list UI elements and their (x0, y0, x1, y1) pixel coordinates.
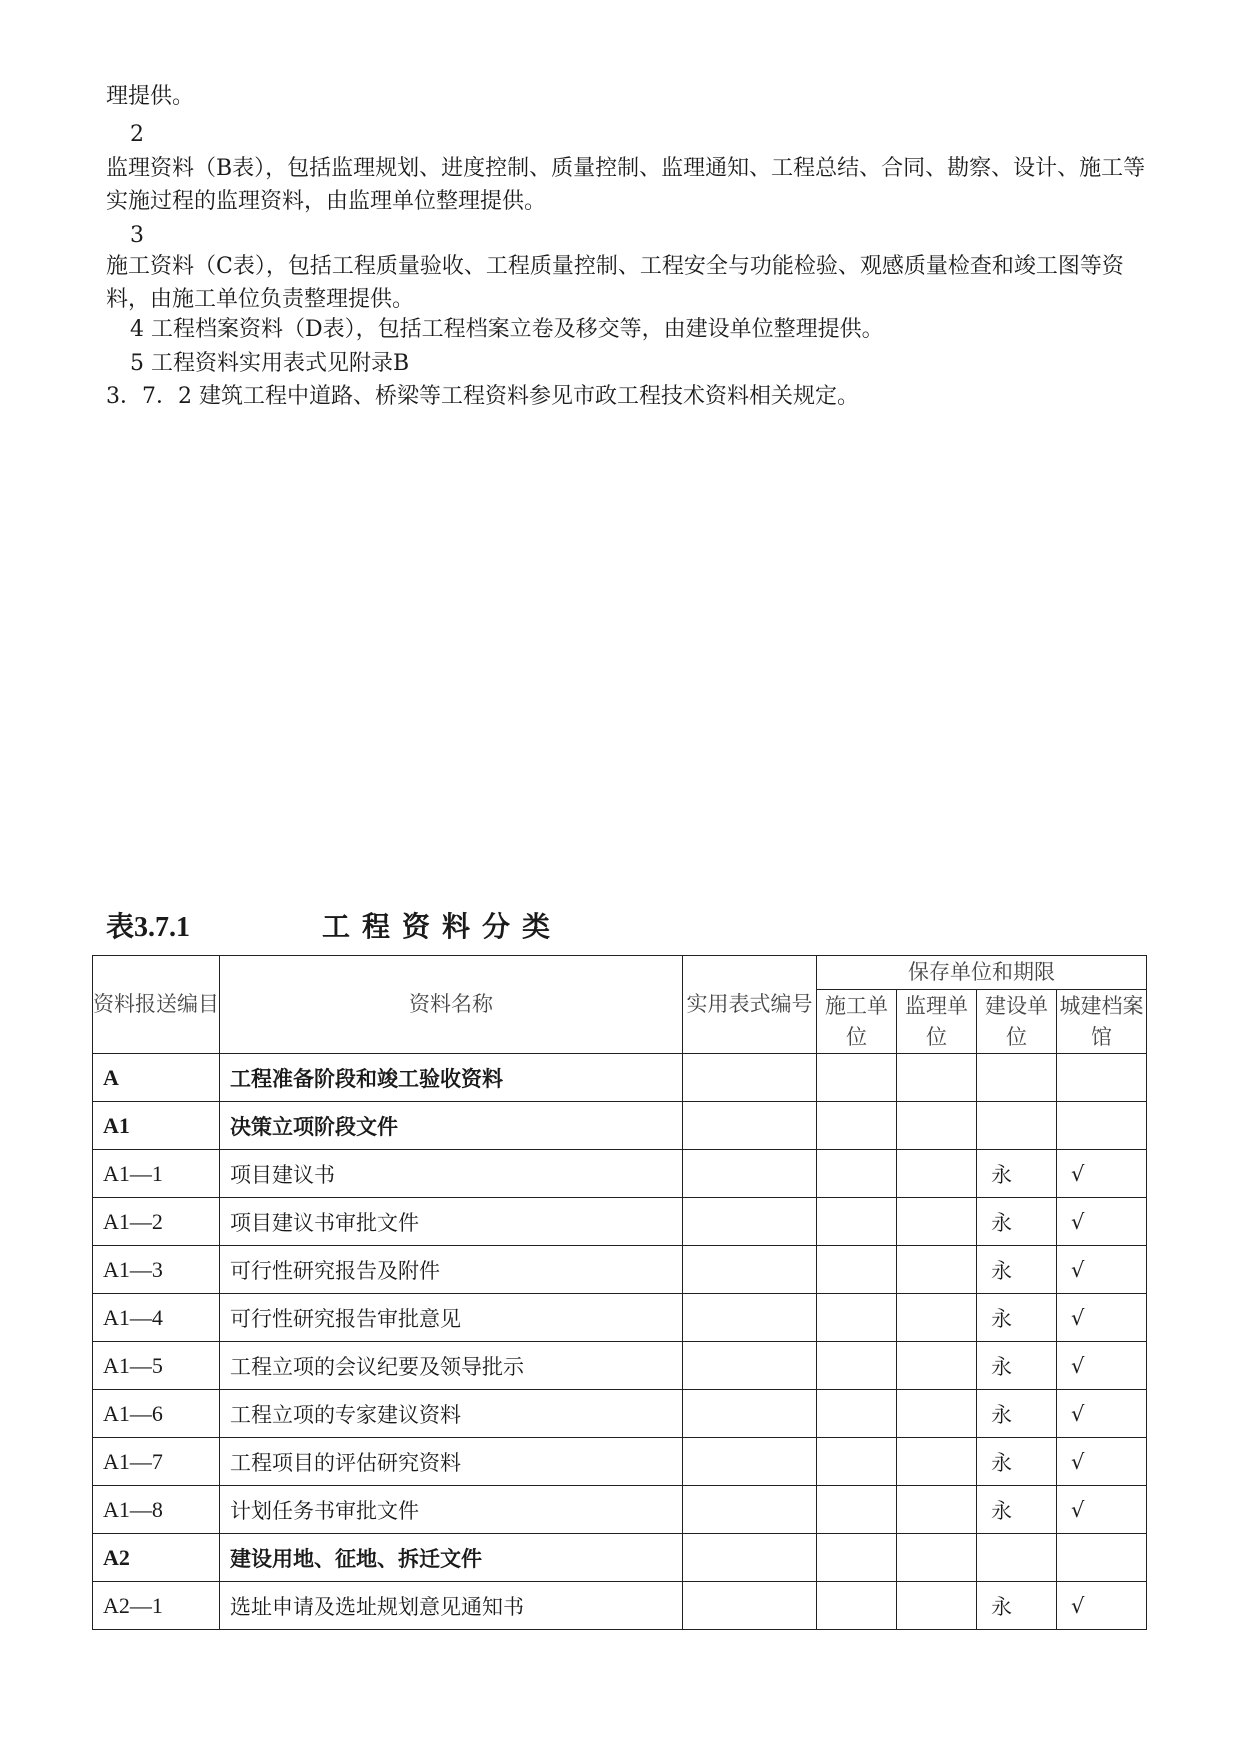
row-code: A1—1 (93, 1150, 220, 1198)
row-owner: 永 (977, 1198, 1057, 1246)
row-construction (817, 1246, 897, 1294)
row-code: A1 (93, 1102, 220, 1150)
row-owner (977, 1102, 1057, 1150)
row-archive: √ (1057, 1582, 1147, 1630)
row-name: 工程立项的专家建议资料 (220, 1390, 683, 1438)
row-supervision (897, 1342, 977, 1390)
row-archive: √ (1057, 1198, 1147, 1246)
classification-table (92, 955, 1147, 1630)
table-number: 表3.7.1 (106, 912, 191, 943)
row-form (683, 1246, 817, 1294)
table-row (93, 1294, 1147, 1342)
row-form (683, 1438, 817, 1486)
row-owner: 永 (977, 1294, 1057, 1342)
row-supervision (897, 1486, 977, 1534)
row-supervision (897, 1246, 977, 1294)
row-name: 工程准备阶段和竣工验收资料 (220, 1054, 683, 1102)
row-owner: 永 (977, 1342, 1057, 1390)
row-form (683, 1150, 817, 1198)
row-construction (817, 1054, 897, 1102)
row-archive: √ (1057, 1150, 1147, 1198)
paragraph-continuation: 理提供。 (106, 84, 195, 109)
row-code: A1—8 (93, 1486, 220, 1534)
row-form (683, 1486, 817, 1534)
row-code: A (93, 1054, 220, 1102)
row-form (683, 1582, 817, 1630)
row-supervision (897, 1438, 977, 1486)
row-form (683, 1342, 817, 1390)
row-name: 工程项目的评估研究资料 (220, 1438, 683, 1486)
row-archive (1057, 1054, 1147, 1102)
row-supervision (897, 1294, 977, 1342)
row-code: A2 (93, 1534, 220, 1582)
header-supervision: 监理单位 (897, 990, 977, 1054)
table-row (93, 1390, 1147, 1438)
row-archive (1057, 1534, 1147, 1582)
row-code: A1—2 (93, 1198, 220, 1246)
table-row (93, 1582, 1147, 1630)
header-code: 资料报送编目 (93, 956, 220, 1054)
row-owner: 永 (977, 1438, 1057, 1486)
table-row (93, 1246, 1147, 1294)
row-supervision (897, 1198, 977, 1246)
row-form (683, 1054, 817, 1102)
row-supervision (897, 1102, 977, 1150)
row-owner (977, 1054, 1057, 1102)
paragraph-archive-data: 4 工程档案资料（D表），包括工程档案立卷及移交等，由建设单位整理提供。 (130, 317, 884, 342)
row-name: 可行性研究报告及附件 (220, 1246, 683, 1294)
row-name: 建设用地、征地、拆迁文件 (220, 1534, 683, 1582)
row-construction (817, 1150, 897, 1198)
table-row (93, 1054, 1147, 1102)
row-name: 决策立项阶段文件 (220, 1102, 683, 1150)
header-construction: 施工单位 (817, 990, 897, 1054)
row-supervision (897, 1582, 977, 1630)
row-archive: √ (1057, 1486, 1147, 1534)
row-code: A2—1 (93, 1582, 220, 1630)
row-construction (817, 1390, 897, 1438)
row-code: A1—7 (93, 1438, 220, 1486)
row-form (683, 1198, 817, 1246)
header-name: 资料名称 (220, 956, 683, 1054)
row-code: A1—4 (93, 1294, 220, 1342)
row-owner: 永 (977, 1390, 1057, 1438)
row-form (683, 1390, 817, 1438)
row-code: A1—6 (93, 1390, 220, 1438)
row-owner: 永 (977, 1150, 1057, 1198)
row-supervision (897, 1534, 977, 1582)
item-number-2: 2 (130, 122, 144, 147)
row-construction (817, 1582, 897, 1630)
row-form (683, 1534, 817, 1582)
row-name: 可行性研究报告审批意见 (220, 1294, 683, 1342)
paragraph-appendix-ref: 5 工程资料实用表式见附录B (130, 351, 410, 376)
row-form (683, 1102, 817, 1150)
paragraph-supervision-data: 监理资料（B表），包括监理规划、进度控制、质量控制、监理通知、工程总结、合同、勘察、设计、施工等实施过程的监理资料，由监理单位整理提供。 (106, 156, 1146, 214)
header-retention: 保存单位和期限 (817, 956, 1147, 990)
row-name: 项目建议书审批文件 (220, 1198, 683, 1246)
table-row (93, 1198, 1147, 1246)
row-archive: √ (1057, 1246, 1147, 1294)
row-supervision (897, 1150, 977, 1198)
row-name: 选址申请及选址规划意见通知书 (220, 1582, 683, 1630)
row-name: 项目建议书 (220, 1150, 683, 1198)
row-supervision (897, 1054, 977, 1102)
row-form (683, 1294, 817, 1342)
row-owner (977, 1534, 1057, 1582)
row-construction (817, 1342, 897, 1390)
table-row (93, 1486, 1147, 1534)
row-archive: √ (1057, 1342, 1147, 1390)
table-row (93, 1534, 1147, 1582)
header-form: 实用表式编号 (683, 956, 817, 1054)
row-archive: √ (1057, 1438, 1147, 1486)
paragraph-construction-data: 施工资料（C表），包括工程质量验收、工程质量控制、工程安全与功能检验、观感质量检查和竣工图等资料，由施工单位负责整理提供。 (106, 254, 1124, 312)
row-owner: 永 (977, 1486, 1057, 1534)
table-row (93, 1438, 1147, 1486)
row-code: A1—3 (93, 1246, 220, 1294)
row-construction (817, 1534, 897, 1582)
row-construction (817, 1438, 897, 1486)
row-name: 计划任务书审批文件 (220, 1486, 683, 1534)
table-title: 工程资料分类 (322, 910, 563, 943)
header-owner: 建设单位 (977, 990, 1057, 1054)
row-archive (1057, 1102, 1147, 1150)
row-name: 工程立项的会议纪要及领导批示 (220, 1342, 683, 1390)
header-archive: 城建档案馆 (1057, 990, 1147, 1054)
row-construction (817, 1102, 897, 1150)
row-archive: √ (1057, 1294, 1147, 1342)
row-construction (817, 1198, 897, 1246)
item-number-3: 3 (130, 223, 144, 248)
row-owner: 永 (977, 1246, 1057, 1294)
row-code: A1—5 (93, 1342, 220, 1390)
table-row (93, 1102, 1147, 1150)
table-row (93, 1342, 1147, 1390)
table-row (93, 1150, 1147, 1198)
clause-3-7-2: 3．7．2 建筑工程中道路、桥梁等工程资料参见市政工程技术资料相关规定。 (106, 384, 859, 409)
row-archive: √ (1057, 1390, 1147, 1438)
row-construction (817, 1294, 897, 1342)
row-construction (817, 1486, 897, 1534)
row-owner: 永 (977, 1582, 1057, 1630)
row-supervision (897, 1390, 977, 1438)
